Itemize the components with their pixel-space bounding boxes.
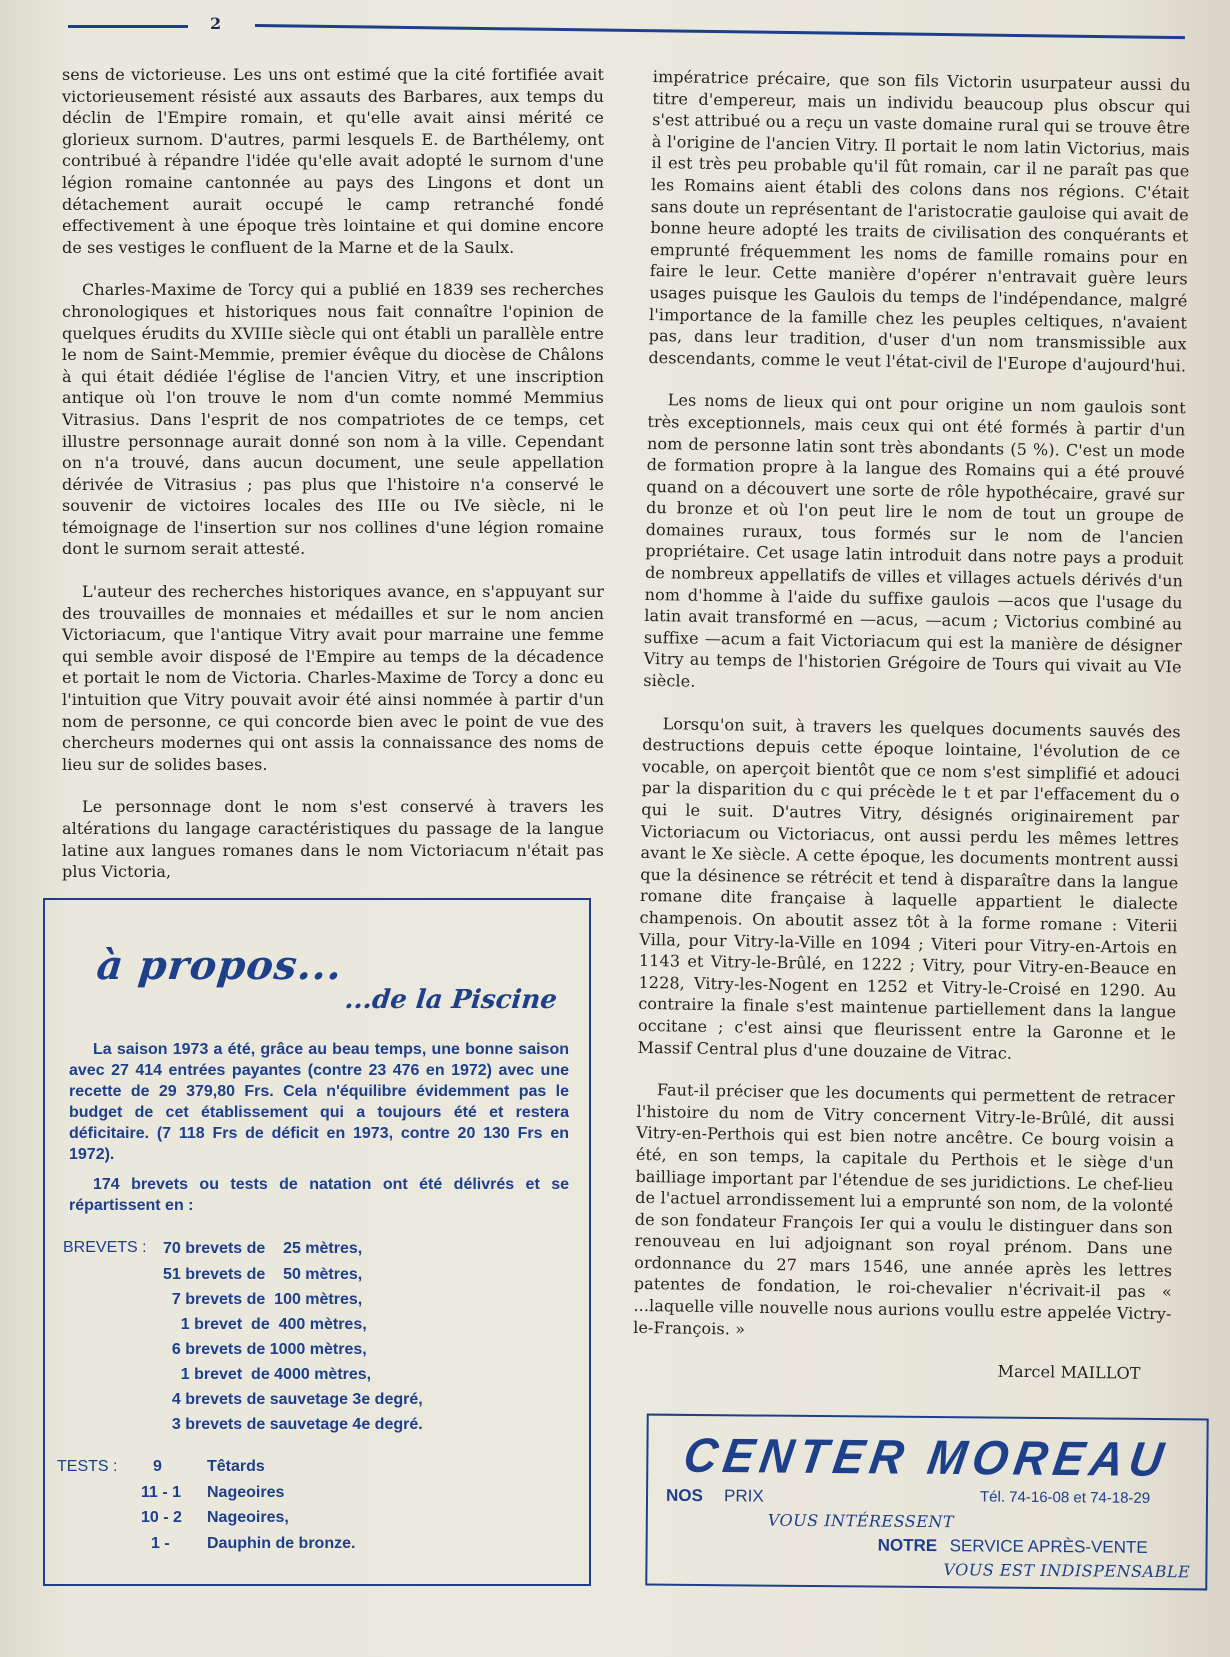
test-label: Dauphin de bronze. bbox=[207, 1535, 356, 1552]
right-column bbox=[632, 66, 1191, 1385]
test-label: Têtards bbox=[207, 1458, 265, 1475]
box-title: à propos... bbox=[94, 942, 345, 989]
brevet-line: 6 brevets de 1000 mètres, bbox=[163, 1341, 367, 1358]
test-label: Nageoires, bbox=[207, 1509, 289, 1526]
left-paragraph-3: L'auteur des recherches historiques avance, en s'appuyant sur des trouvailles de monnaies et médailles et sur le nom ancien Victoriacum, que l'antique Vitry avait pour marraine une femme qui semble avoir disposé de l'Empire au temps de la décadence et portait le nom de Victoria. Charles-Maxime de Torcy a donc eu l'intuition que Vitry pouvait avoir été ainsi nommée à partir d'un nom de personne, ce qui concorde bien avec le point de vue des chercheurs modernes qui ont assis la connaissance des noms de lieu sur de solides bases. bbox=[62, 582, 604, 774]
right-paragraph-1: impératrice précaire, que son fils Victorin usurpateur aussi du titre d'empereur, mais un individu beaucoup plus obscur qui s'est attribué ou a reçu un vaste domaine rural qui se trouve être à l'origine de l'ancien Vitry. Il portait le nom latin Victorius, mais il est très peu probable qu'il fût romain, car il ne paraît pas que les Romains aient établi des colons dans nos régions. C'était sans doute un représentant de l'aristocratie gauloise qui avait de bonne heure adopté les traits de civilisation des conquérants et emprunté fréquemment les noms de famille romains pour en faire le leur. Cette manière d'opérer n'entravait guère leurs usages puisque les Gaulois du temps de l'indépendance, malgré l'importance de la famille chez les peuples celtiques, n'avaient pas, dans leur tradition, d'user d'un nom transmissible aux descendants, comme le veut l'état-civil de l'Europe d'aujourd'hui. bbox=[648, 66, 1191, 376]
test-number: 11 - 1 bbox=[141, 1484, 182, 1501]
ad-indispensable: VOUS EST INDISPENSABLE bbox=[943, 1560, 1191, 1582]
right-paragraph-2: Les noms de lieux qui ont pour origine un nom gaulois sont très exceptionnels, mais ceux qui ont été formés à partir d'un nom de personne latin sont très abondants (5 %). C'est un mode de formation propre à la langue des Romains qui a été prouvé quand on a découvert une sorte de rôle hypothécaire, gravé sur du bronze et où l'on peut lire le nom de tout un groupe de domaines ruraux, tous formés sur le nom de l'ancien propriétaire. Cet usage latin introduit dans notre pays a produit de nombreux appellatifs de villes et villages actuels dérivés d'un nom d'homme à l'aide du suffixe gaulois —acos que l'usage du latin avait transformé en —acus, —acum ; Victorius combiné au suffixe —acum a fait Victoriacum qui est la manière de désigner Vitry au temps de l'historien Grégoire de Tours qui vivait au VIe siècle. bbox=[643, 390, 1186, 691]
ad-phone: Tél. 74-16-08 et 74-18-29 bbox=[979, 1488, 1151, 1507]
page-number: 2 bbox=[210, 14, 222, 33]
apropos-piscine-box bbox=[43, 898, 591, 1586]
left-column bbox=[62, 64, 604, 904]
ad-service: SERVICE APRÈS-VENTE bbox=[949, 1536, 1148, 1557]
box-subtitle: ...de la Piscine bbox=[343, 985, 559, 1015]
test-number: 9 bbox=[153, 1458, 162, 1475]
author-signature: Marcel MAILLOT bbox=[997, 1361, 1141, 1384]
test-number: 10 - 2 bbox=[141, 1509, 182, 1526]
brevet-line: 1 brevet de 4000 mètres, bbox=[163, 1366, 372, 1383]
test-label: Nageoires bbox=[207, 1484, 285, 1501]
brevets-label: BREVETS : bbox=[63, 1239, 147, 1256]
box-brevets-intro: 174 brevets ou tests de natation ont été délivrés et se répartissent en : bbox=[69, 1176, 569, 1214]
right-paragraph-4: Faut-il préciser que les documents qui permettent de retracer l'histoire du nom de Vitry concernent Vitry-le-Brûlé, dit aussi Vitry-en-Perthois qui est bien notre ancêtre. Ce bourg voisin a été, en son temps, la capitale du Perthois et le siège d'un bailliage important par l'étendue de ses juridictions. Le chef-lieu de l'actuel arrondissement lui a emprunté son nom, de la volonté de son fondateur François Ier qui a voulu le distinguer dans son renouveau en lui adjoignant son royal prénom. Dans une ordonnance du 27 mars 1546, une année après les lettres patentes de fondation, le roi-chevalier n'écrivait-il pas « ...laquelle ville nouvelle nous aurions voullu estre appelée Victry-le-François. » bbox=[633, 1080, 1176, 1339]
ad-nos: NOS bbox=[665, 1485, 703, 1506]
brevet-line: 7 brevets de 100 mètres, bbox=[163, 1291, 363, 1308]
left-paragraph-4: Le personnage dont le nom s'est conservé à travers les altérations du langage caractéristiques du passage de la langue latine aux langues romanes dans le nom Victoriacum n'était pas plus Victoria, bbox=[62, 797, 604, 882]
header-rule-left bbox=[68, 25, 188, 28]
right-paragraph-3: Lorsqu'on suit, à travers les quelques documents sauvés des destructions depuis cette époque lointaine, l'évolution de ce vocable, on aperçoit bientôt que ce nom s'est simplifié et adouci par la disparition du c qui précède le t et par l'effacement du o qui le suit. D'autres Vitry, désignés originairement par Victoriacum ou Victoriacus, ont aussi perdu les mêmes lettres avant le Xe siècle. A cette époque, les documents montrent aussi que la désinence se rétrécit et tend à disparaître dans la langue romane dite française à laquelle appartient le dialecte champenois. On aboutit assez tôt à la forme romane : Viterii Villa, pour Vitry-la-Ville en 1094 ; Viteri pour Vitry-en-Artois en 1143 et Vitry-le-Brûlé, en 1222 ; Vitry, pour Vitry-en-Beauce en 1228, Vitry-les-Nogent en 1252 et Vitry-le-Croisé en 1290. Au contraire la finale s'est maintenue partiellement dans la langue occitane ; c'est ainsi que fleurissent entre la Garonne et le Massif Central plus d'une douzaine de Vitrac. bbox=[637, 713, 1181, 1063]
brevet-line: 70 brevets de 25 mètres, bbox=[163, 1240, 363, 1257]
left-paragraph-1: sens de victorieuse. Les uns ont estimé que la cité fortifiée avait victorieusement résisté aux assauts des Barbares, aux temps du déclin de l'Empire romain, et qu'elle avait ainsi mérité ce glorieux surnom. D'autres, parmi lesquels E. de Barthélemy, ont contribué à répandre l'idée qu'elle avait adopté le surnom d'une légion romaine cantonnée au pays des Lingons et dont un détachement aurait occupé le camp retranché fondé effectivement à une époque très lointaine et qui domine encore de ses vestiges le confluent de la Marne et de la Saulx. bbox=[62, 65, 604, 257]
header-rule-right bbox=[255, 24, 1185, 39]
ad-prix: PRIX bbox=[723, 1486, 764, 1506]
tests-label: TESTS : bbox=[57, 1458, 118, 1475]
brevet-line: 51 brevets de 50 mètres, bbox=[163, 1266, 363, 1283]
ad-title: CENTER MOREAU bbox=[680, 1427, 1173, 1487]
center-moreau-ad bbox=[645, 1414, 1208, 1591]
test-number: 1 - bbox=[151, 1535, 170, 1552]
brevet-line: 3 brevets de sauvetage 4e degré. bbox=[163, 1416, 423, 1433]
ad-vous-interessent: VOUS INTÉRESSENT bbox=[767, 1510, 955, 1532]
brevet-line: 1 brevet de 400 mètres, bbox=[163, 1316, 367, 1333]
brevet-line: 4 brevets de sauvetage 3e degré, bbox=[163, 1391, 423, 1408]
ad-notre: NOTRE bbox=[877, 1535, 938, 1556]
box-season-paragraph: La saison 1973 a été, grâce au beau temps, une bonne saison avec 27 414 entrées payantes (contre 23 476 en 1972) avec une recette de 29 379,80 Frs. Cela n'équilibre évidemment pas le budget de cet établissement qui a toujours été et restera déficitaire. (7 118 Frs de déficit en 1973, contre 20 130 Frs en 1972). bbox=[69, 1041, 569, 1163]
left-paragraph-2: Charles-Maxime de Torcy qui a publié en 1839 ses recherches chronologiques et historiques nous fait connaître l'opinion de quelques érudits du XVIIIe siècle qui ont établi un parallèle entre le nom de Saint-Memmie, premier évêque du diocèse de Châlons à qui était dédiée l'église de l'ancien Vitry, et une inscription antique où l'on trouve le nom d'un comte nommé Memmius Vitrasius. Dans l'esprit de nos compatriotes de ce temps, cet illustre personnage aurait donné son nom à la ville. Cependant on n'a trouvé, dans aucun document, une seule appellation dérivée de Vitrasius ; pas plus que l'histoire n'a conservé le souvenir de victoires locales des IIIe ou IVe siècle, ni le témoignage de l'insertion sur nos collines d'une légion romaine dont le surnom serait attesté. bbox=[62, 280, 604, 559]
